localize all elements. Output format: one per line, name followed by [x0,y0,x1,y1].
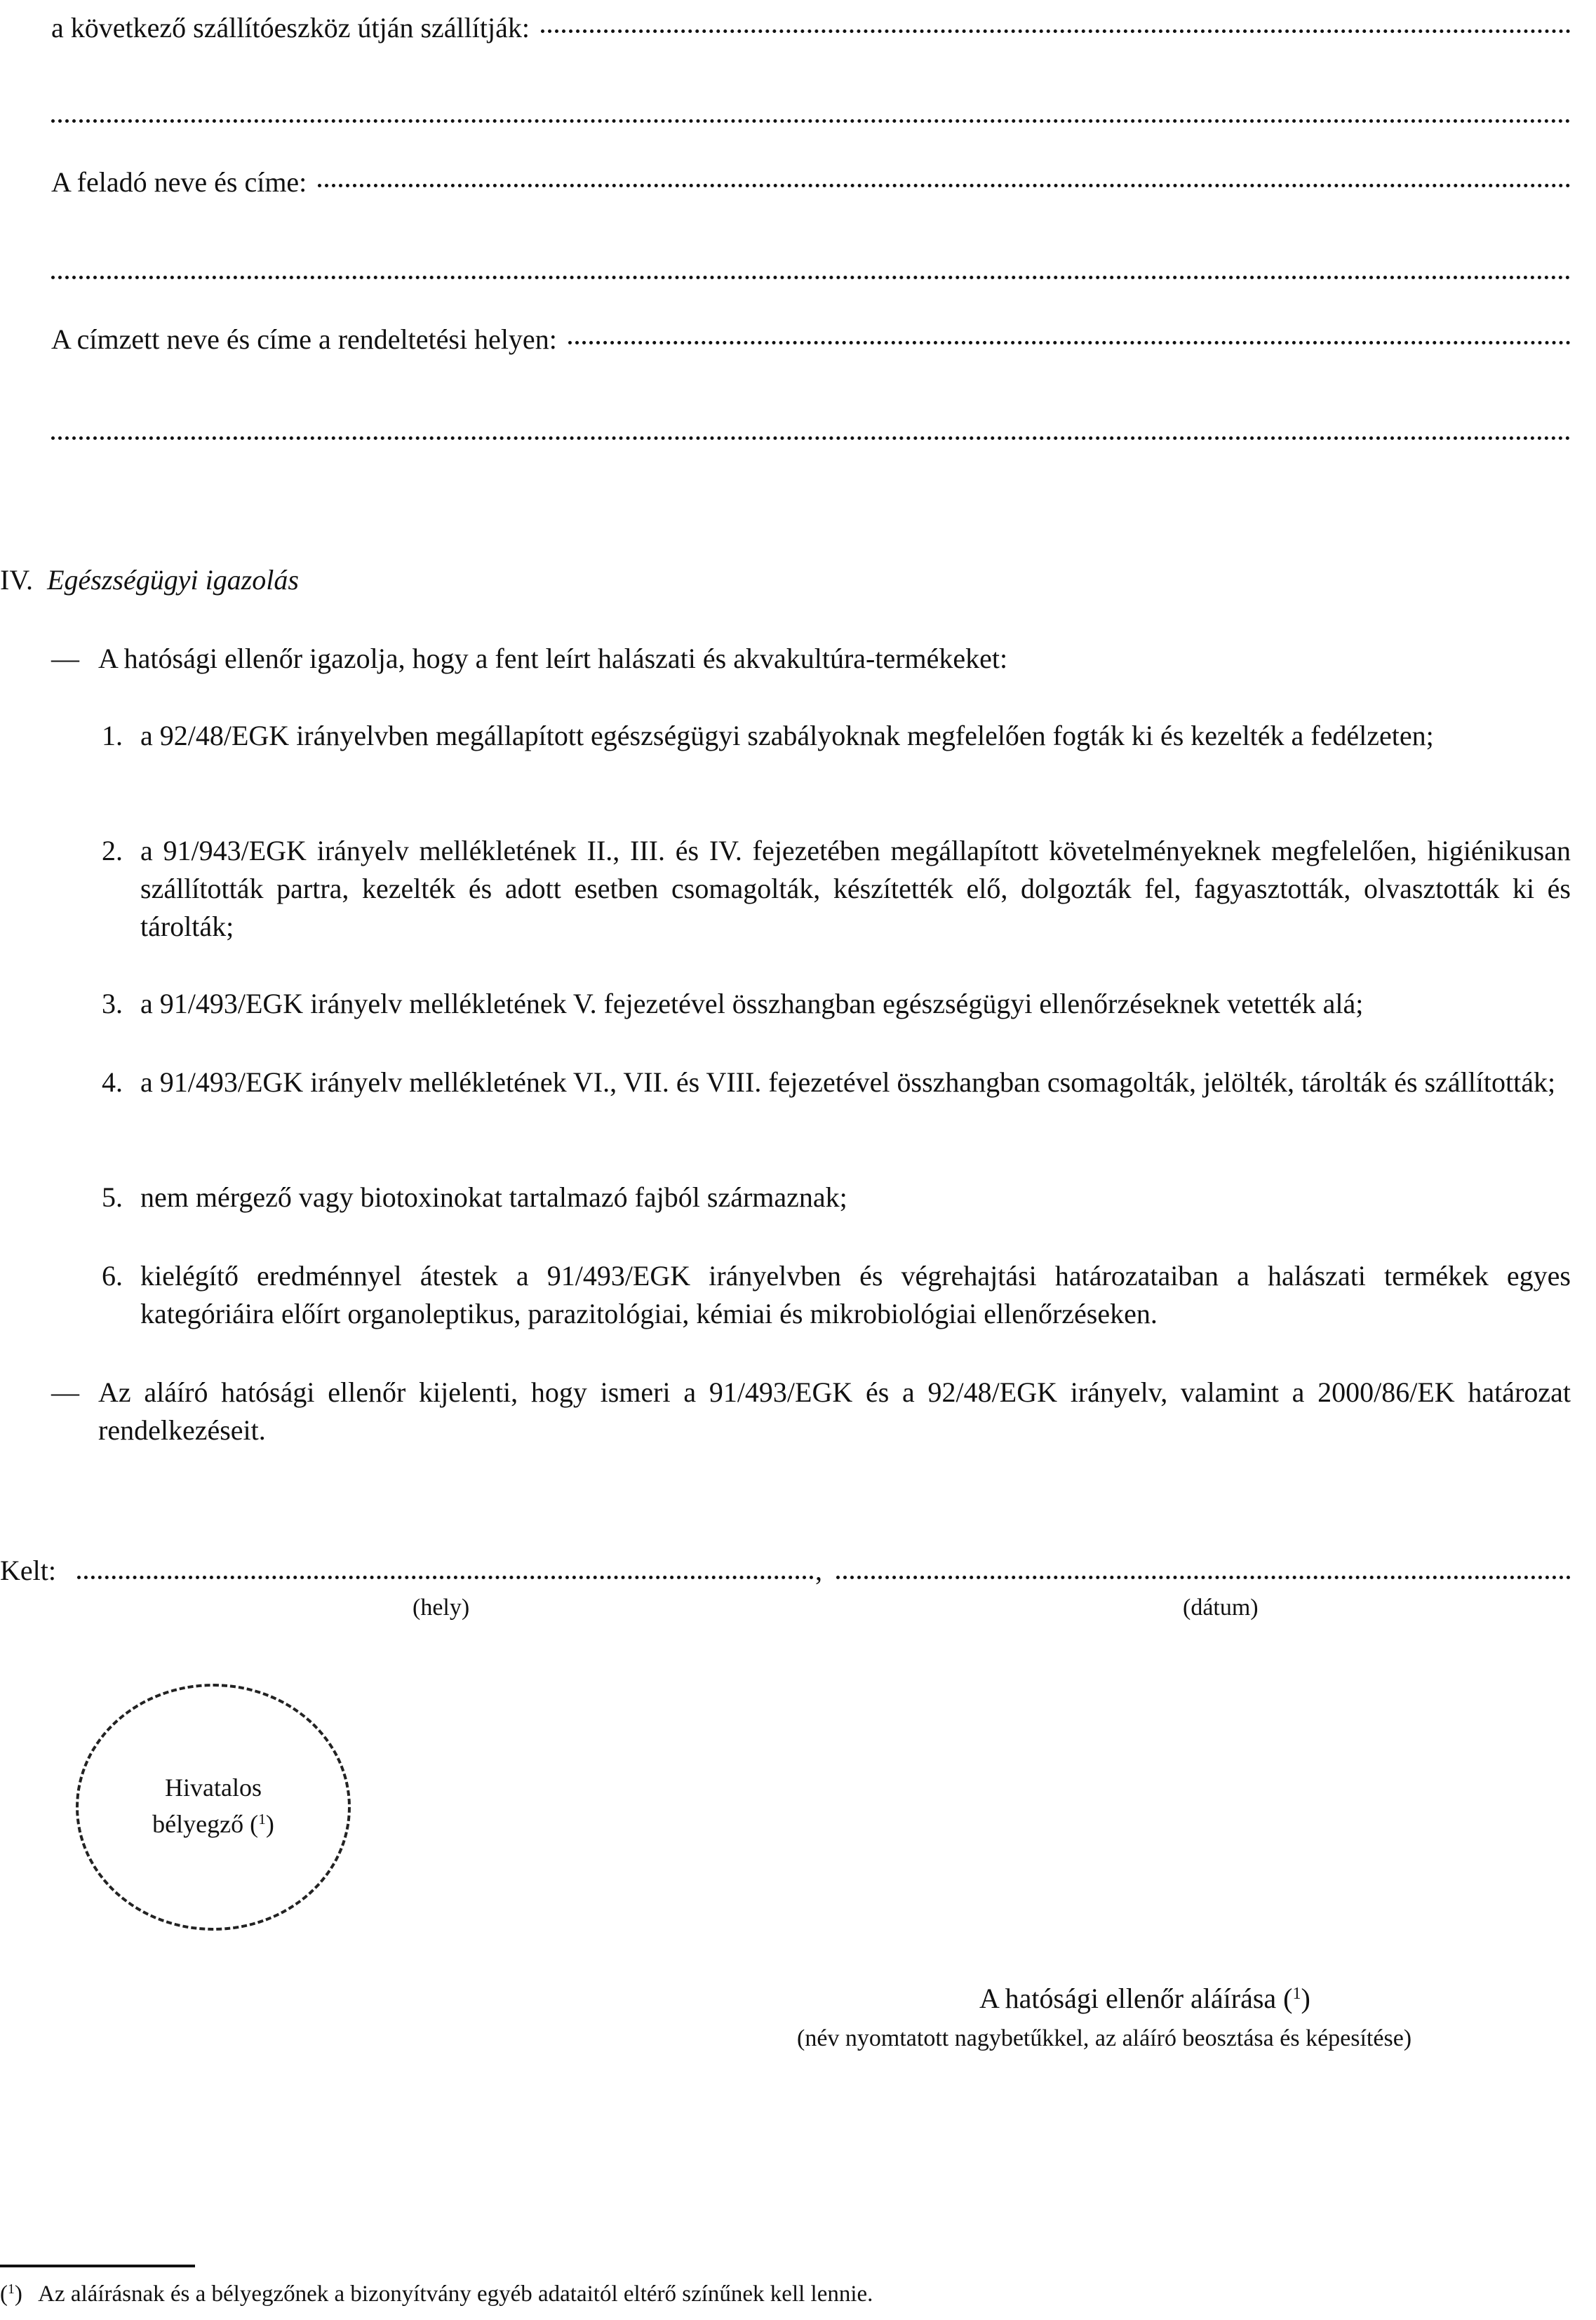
official-stamp-area [76,1684,351,1931]
stamp-label-text: bélyegző ( [152,1810,259,1838]
kelt-label: Kelt: [0,1555,56,1586]
item-number: 6. [102,1260,123,1292]
footnote-ref[interactable]: 1 [258,1811,266,1828]
transport-means-input-line2[interactable] [51,119,1571,123]
item-number: 1. [102,720,123,751]
stamp-label-line2 [79,1806,348,1842]
signature-title [979,1980,1310,2018]
signature-note: (név nyomtatott nagybetűkkel, az aláíró beosztása és képesítése) [797,2025,1412,2051]
consignor-input[interactable] [318,184,1571,187]
certification-intro: A hatósági ellenőr igazolja, hogy a fent leírt halászati és akvakultúra-termékeket: [98,643,1008,674]
certification-item-1: a 92/48/EGK irányelvben megállapított egészségügyi szabályoknak megfelelően fogták ki és kezelték a fedélzeten; [140,720,1434,751]
consignor-field [51,166,1571,208]
stamp-label-line1: Hivatalos [165,1773,262,1802]
certification-item-5: nem mérgező vagy biotoxinokat tartalmazó fajból származnak; [140,1181,847,1213]
consignee-input[interactable] [568,341,1571,344]
certification-item-6: kielégítő eredménnyel átestek a 91/493/EGK irányelvben és végrehajtási határozataiban a halászati termékek egyes kategóriáira előírt organoleptikus, parazitológiai, kémiai és mikrobiológiai ellenőrzéseken. [140,1260,1571,1329]
certification-item-3: a 91/493/EGK irányelv mellékletének V. fejezetével összhangban egészségügyi ellenőrzéseknek vetették alá; [140,988,1364,1019]
transport-means-label: a következő szállítóeszköz útján szállítják: [51,12,530,43]
item-number: 3. [102,988,123,1019]
transport-means-field [51,11,1571,53]
item-number: 5. [102,1181,123,1213]
footnote-ref[interactable]: 1 [1292,1984,1301,2003]
place-input[interactable] [77,1576,814,1579]
footnote-text: Az aláírásnak és a bélyegzőnek a bizonyítvány egyéb adataitól eltérő színűnek kell lennie. [38,2281,873,2307]
certification-item-4: a 91/493/EGK irányelv mellékletének VI., VII. és VIII. fejezetével összhangban csomagolták, jelölték, tárolták és szállították; [140,1066,1556,1098]
footnote [0,2280,873,2308]
section-title: Egészségügyi igazolás [47,564,299,596]
dash-bullet-icon: — [51,1376,79,1408]
consignee-field [51,323,1571,365]
signature-title-close: ) [1301,1983,1310,2014]
section-number: IV. [0,564,34,596]
footnote-divider [0,2265,195,2267]
place-caption: (hely) [413,1595,470,1621]
section-heading [0,561,299,599]
transport-means-input[interactable] [541,29,1571,33]
consignee-input-line2[interactable] [51,436,1571,440]
certification-declaration: Az aláíró hatósági ellenőr kijelenti, hogy ismeri a 91/493/EGK és a 92/48/EGK irányelv, valamint a 2000/86/EK határozat rendelkezéseit. [98,1376,1571,1446]
footnote-marker: ($^1$) [0,2281,22,2307]
item-number: 4. [102,1066,123,1098]
consignor-label: A feladó neve és címe: [51,166,307,198]
certification-item-2: a 91/943/EGK irányelv mellékletének II., III. és IV. fejezetében megállapított követelményeknek megfelelően, higiénikusan szállították partra, kezelték és adott esetben csomagolták, készítették elő, dolgozták fel, fagyasztották, olvasztották ki és tárolták; [140,835,1571,942]
kelt-separator: , [815,1555,822,1586]
item-number: 2. [102,835,123,866]
stamp-label [79,1769,348,1842]
consignee-label: A címzett neve és címe a rendeltetési helyen: [51,323,557,355]
date-input[interactable] [836,1576,1571,1579]
signature-title-text: A hatósági ellenőr aláírása ( [979,1983,1293,2014]
stamp-label-close: ) [265,1810,274,1838]
consignor-input-line2[interactable] [51,276,1571,279]
dash-bullet-icon: — [51,643,79,674]
date-caption: (dátum) [1183,1595,1259,1621]
